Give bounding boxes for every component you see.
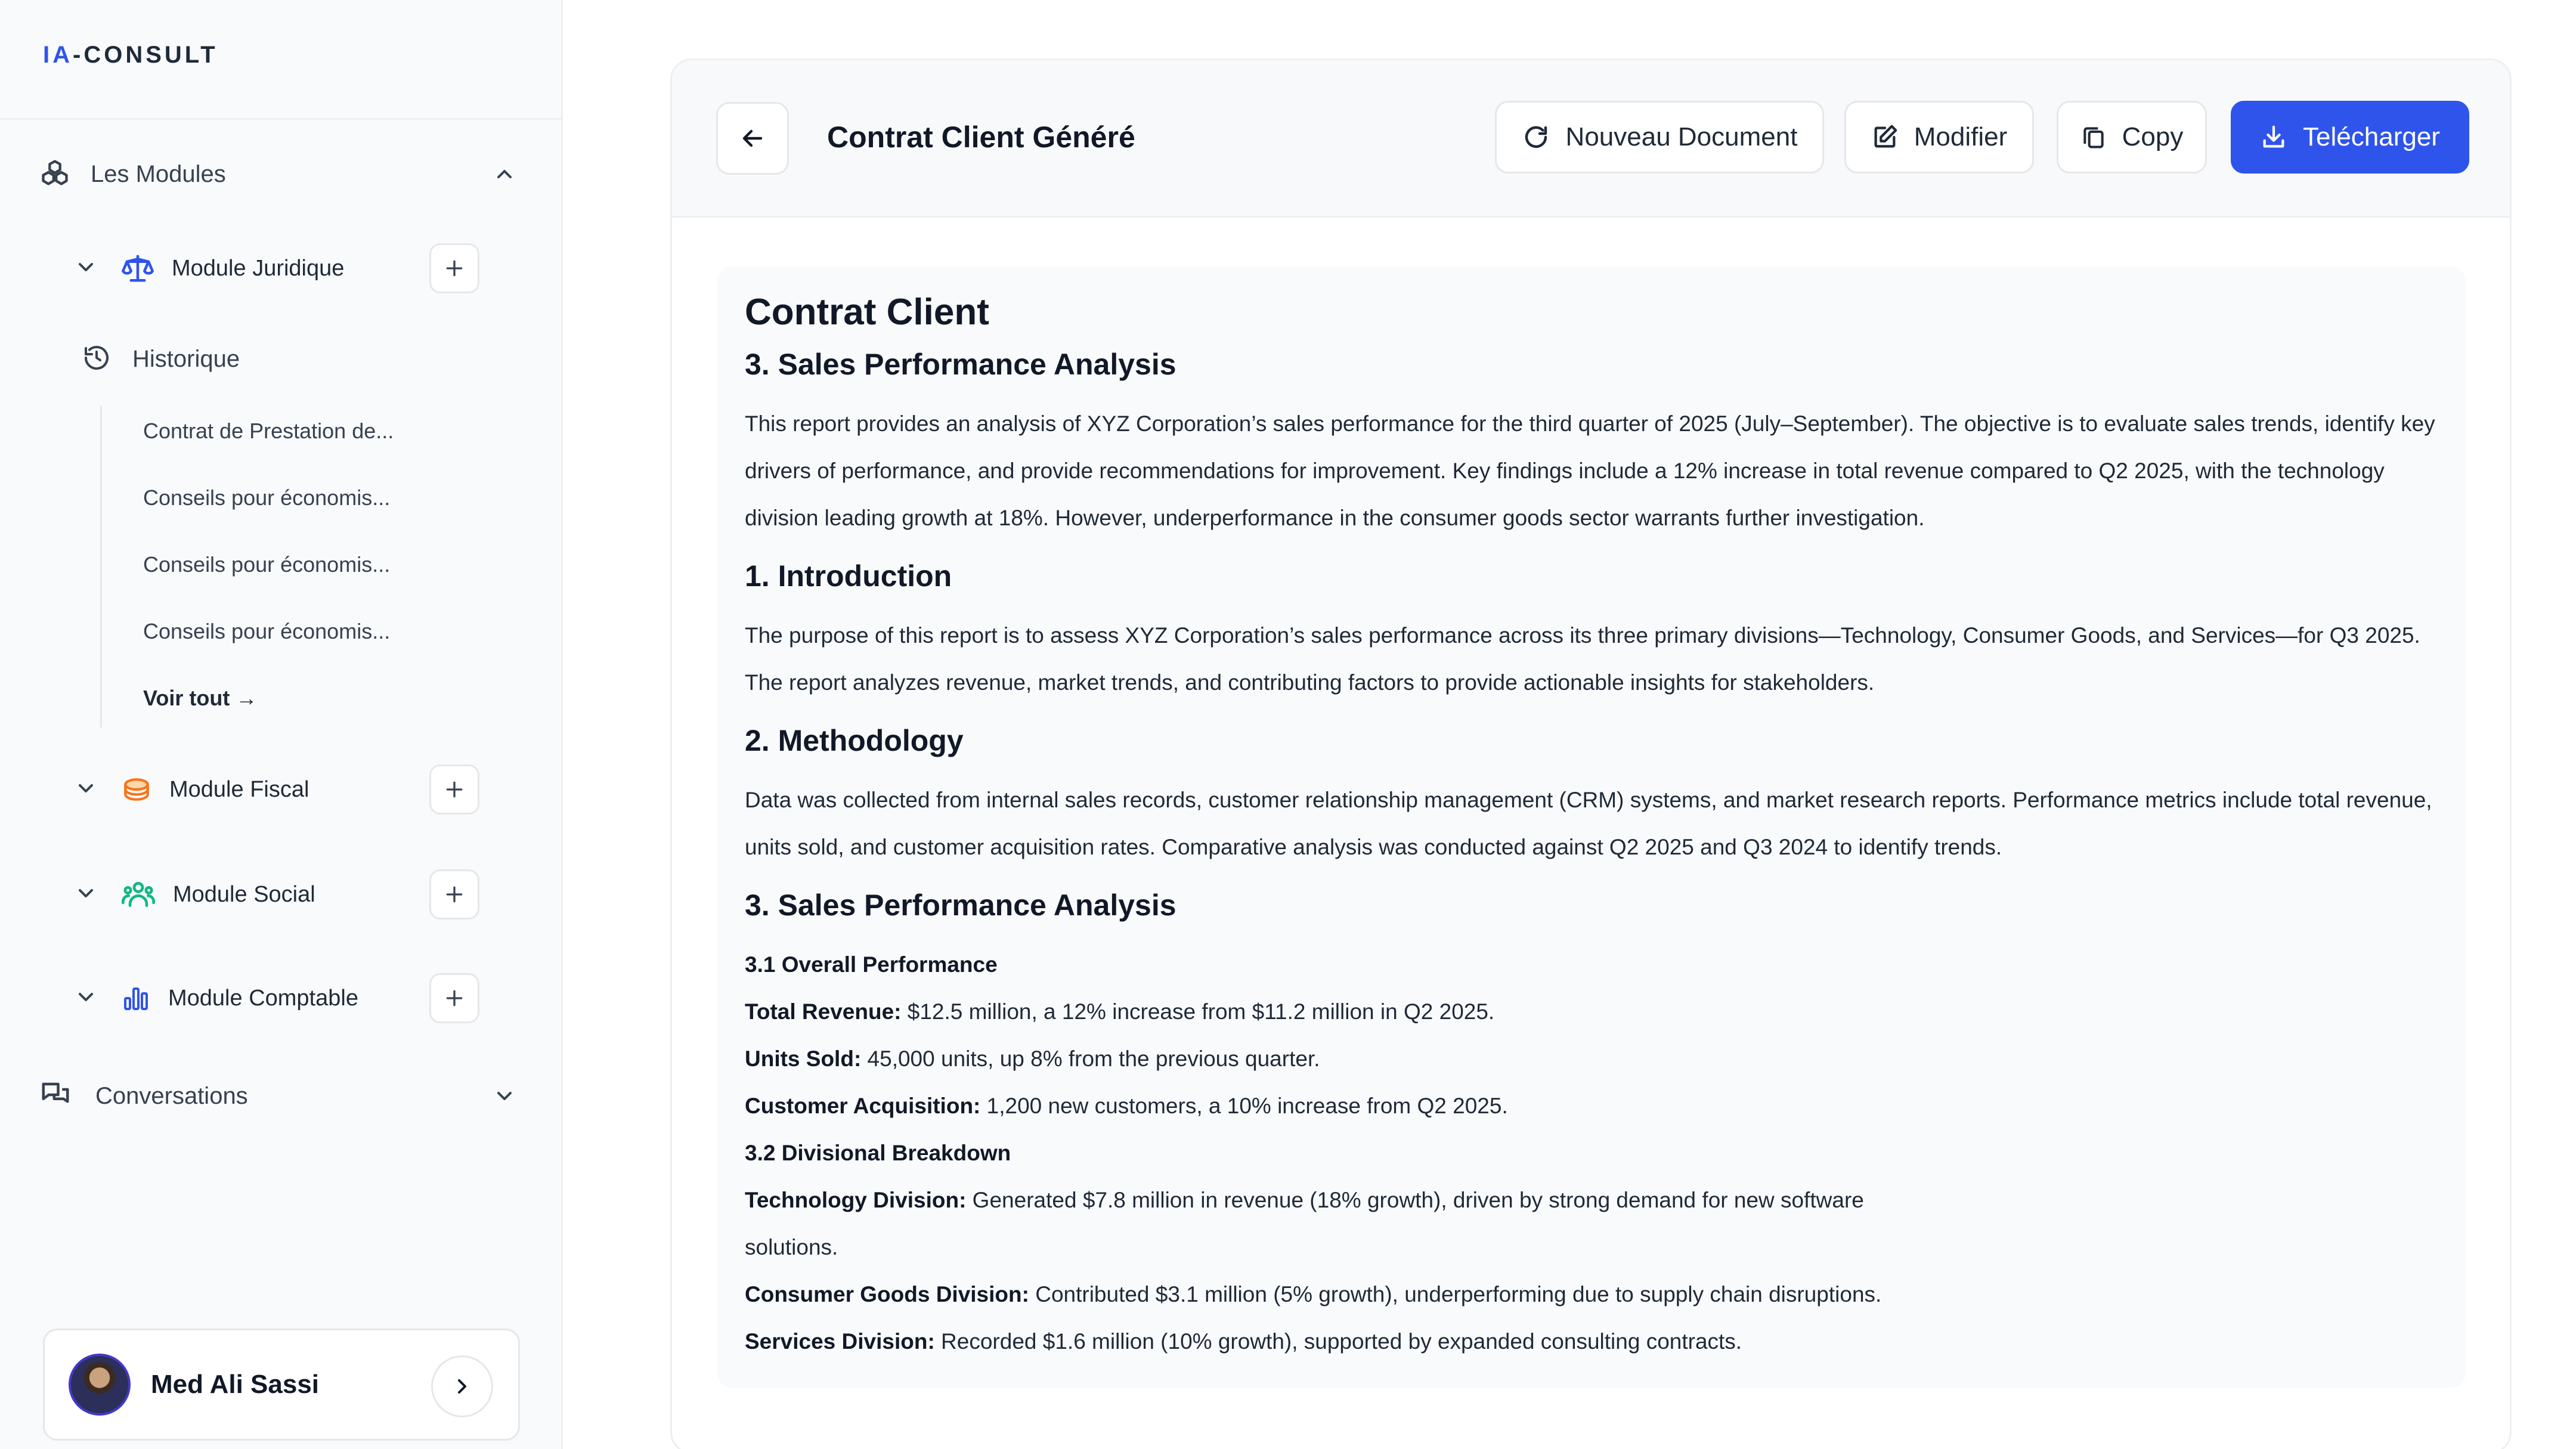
edit-icon <box>1871 123 1899 151</box>
module-fiscal[interactable] <box>74 764 479 815</box>
metric-value: $12.5 million, a 12% increase from $11.2 million in Q2 2025. <box>901 999 1495 1024</box>
brand-divider <box>0 118 563 120</box>
chevron-down-icon[interactable] <box>493 1084 516 1111</box>
chevron-down-icon[interactable] <box>74 985 98 1012</box>
module-comptable-label: Module Comptable <box>168 985 358 1011</box>
user-menu-button[interactable] <box>431 1355 493 1417</box>
chevron-down-icon[interactable] <box>74 881 98 908</box>
coins-icon <box>122 775 151 804</box>
subsection-heading: 3.1 Overall Performance <box>745 952 998 977</box>
subsection-heading: 3.2 Divisional Breakdown <box>745 1141 1011 1166</box>
edit-label: Modifier <box>1914 122 2008 151</box>
chevron-up-icon[interactable] <box>493 162 516 189</box>
copy-button[interactable] <box>2057 101 2207 174</box>
plus-icon <box>442 778 466 801</box>
plus-icon <box>442 883 466 906</box>
back-button[interactable] <box>716 102 789 175</box>
add-social-button[interactable] <box>429 869 479 919</box>
module-comptable[interactable] <box>74 973 479 1023</box>
chat-icon <box>39 1079 72 1114</box>
metric-label: Consumer Goods Division: <box>745 1282 1029 1307</box>
metric-line <box>745 1271 2438 1318</box>
metric-label: Total Revenue: <box>745 999 902 1024</box>
conversations-toggle[interactable] <box>39 1077 516 1115</box>
chevron-right-icon <box>450 1374 474 1398</box>
brand-logo-text: -CONSULT <box>73 42 218 68</box>
metric-label: Customer Acquisition: <box>745 1094 981 1119</box>
refresh-icon <box>1522 123 1550 151</box>
metric-value-continued: solutions. <box>745 1235 838 1260</box>
module-social-label: Module Social <box>173 881 315 907</box>
metric-line <box>745 1035 2438 1082</box>
see-all-link[interactable]: Voir tout → <box>143 686 258 710</box>
modules-icon <box>39 157 70 191</box>
add-comptable-button[interactable] <box>429 973 479 1023</box>
history-item[interactable]: Conseils pour économis... <box>143 552 391 577</box>
section-heading: 2. Methodology <box>745 724 964 758</box>
metric-value: Generated $7.8 million in revenue (18% growth), driven by strong demand for new software <box>966 1188 1864 1213</box>
new-document-label: Nouveau Document <box>1565 122 1798 151</box>
chevron-down-icon[interactable] <box>74 255 98 282</box>
avatar <box>69 1354 131 1416</box>
download-label: Telécharger <box>2303 122 2440 151</box>
history-item[interactable]: Conseils pour économis... <box>143 485 391 510</box>
chevron-down-icon[interactable] <box>74 776 98 803</box>
metric-line <box>745 1176 2438 1224</box>
history-item[interactable]: Conseils pour économis... <box>143 619 391 643</box>
section-heading: 1. Introduction <box>745 559 952 593</box>
module-juridique-label: Module Juridique <box>172 255 345 281</box>
module-fiscal-label: Module Fiscal <box>169 776 309 802</box>
metric-label: Units Sold: <box>745 1046 862 1072</box>
user-card[interactable] <box>43 1329 520 1441</box>
history-icon <box>82 343 111 375</box>
history-header[interactable] <box>82 340 240 378</box>
scale-icon <box>122 252 154 284</box>
metric-label: Technology Division: <box>745 1188 967 1213</box>
metric-value: 45,000 units, up 8% from the previous quarter. <box>861 1046 1320 1072</box>
module-social[interactable] <box>74 869 479 919</box>
metric-label: Services Division: <box>745 1329 935 1354</box>
document-content <box>717 267 2466 1388</box>
user-name: Med Ali Sassi <box>151 1370 320 1399</box>
metric-value: Recorded $1.6 million (10% growth), supported by expanded consulting contracts. <box>934 1329 1742 1354</box>
copy-icon <box>2080 124 2107 150</box>
add-fiscal-button[interactable] <box>429 764 479 815</box>
metric-value: Contributed $3.1 million (5% growth), underperforming due to supply chain disruptions. <box>1029 1282 1882 1307</box>
module-juridique[interactable] <box>74 243 479 293</box>
metric-line <box>745 988 2438 1035</box>
history-label: Historique <box>132 345 240 372</box>
copy-label: Copy <box>2122 122 2184 151</box>
modules-section-toggle[interactable] <box>39 155 516 193</box>
document-panel <box>670 58 2512 1449</box>
metric-line <box>745 1082 2438 1129</box>
arrow-left-icon <box>738 124 767 153</box>
new-document-button[interactable] <box>1495 101 1824 174</box>
plus-icon <box>442 256 466 280</box>
section-paragraph: This report provides an analysis of XYZ Corporation’s sales performance for the third quarter of 2025 (July–September). The objective is to evaluate sales trends, identify key drivers of performance, and provide recommendations for improvement. Key findings include a 12% increase in total revenue compared to Q2 2025, with the technology division leading growth at 18%. However, underperformance in the consumer goods sector warrants further investigation. <box>745 411 2435 531</box>
brand-logo[interactable] <box>43 42 218 69</box>
users-icon <box>122 878 155 911</box>
page-title: Contrat Client Généré <box>827 120 1135 154</box>
download-icon <box>2260 123 2287 151</box>
sidebar <box>0 0 563 1449</box>
metric-line <box>745 1318 2438 1365</box>
document-header <box>672 60 2510 218</box>
bar-chart-icon <box>122 984 150 1013</box>
history-item[interactable]: Contrat de Prestation de... <box>143 419 394 443</box>
section-heading: 3. Sales Performance Analysis <box>745 348 1176 382</box>
modules-label: Les Modules <box>91 160 226 187</box>
brand-logo-accent: IA <box>43 42 73 68</box>
metric-value: 1,200 new customers, a 10% increase from Q2 2025. <box>980 1094 1508 1119</box>
section-paragraph: The purpose of this report is to assess XYZ Corporation’s sales performance across its three primary divisions—Technology, Consumer Goods, and Services—for Q3 2025. The report analyzes revenue, market trends, and contributing factors to provide actionable insights for stakeholders. <box>745 623 2420 695</box>
document-title: Contrat Client <box>745 292 989 333</box>
conversations-label: Conversations <box>95 1082 248 1109</box>
download-button[interactable] <box>2231 101 2469 174</box>
section-heading: 3. Sales Performance Analysis <box>745 888 1176 922</box>
plus-icon <box>442 986 466 1010</box>
section-paragraph: Data was collected from internal sales records, customer relationship management (CRM) systems, and market research reports. Performance metrics include total revenue, units sold, and customer acquisition rates. Comparative analysis was conducted against Q2 2025 and Q3 2024 to identify trends. <box>745 788 2432 860</box>
history-divider <box>100 405 102 727</box>
add-juridique-button[interactable] <box>429 243 479 293</box>
edit-button[interactable] <box>1844 101 2034 174</box>
